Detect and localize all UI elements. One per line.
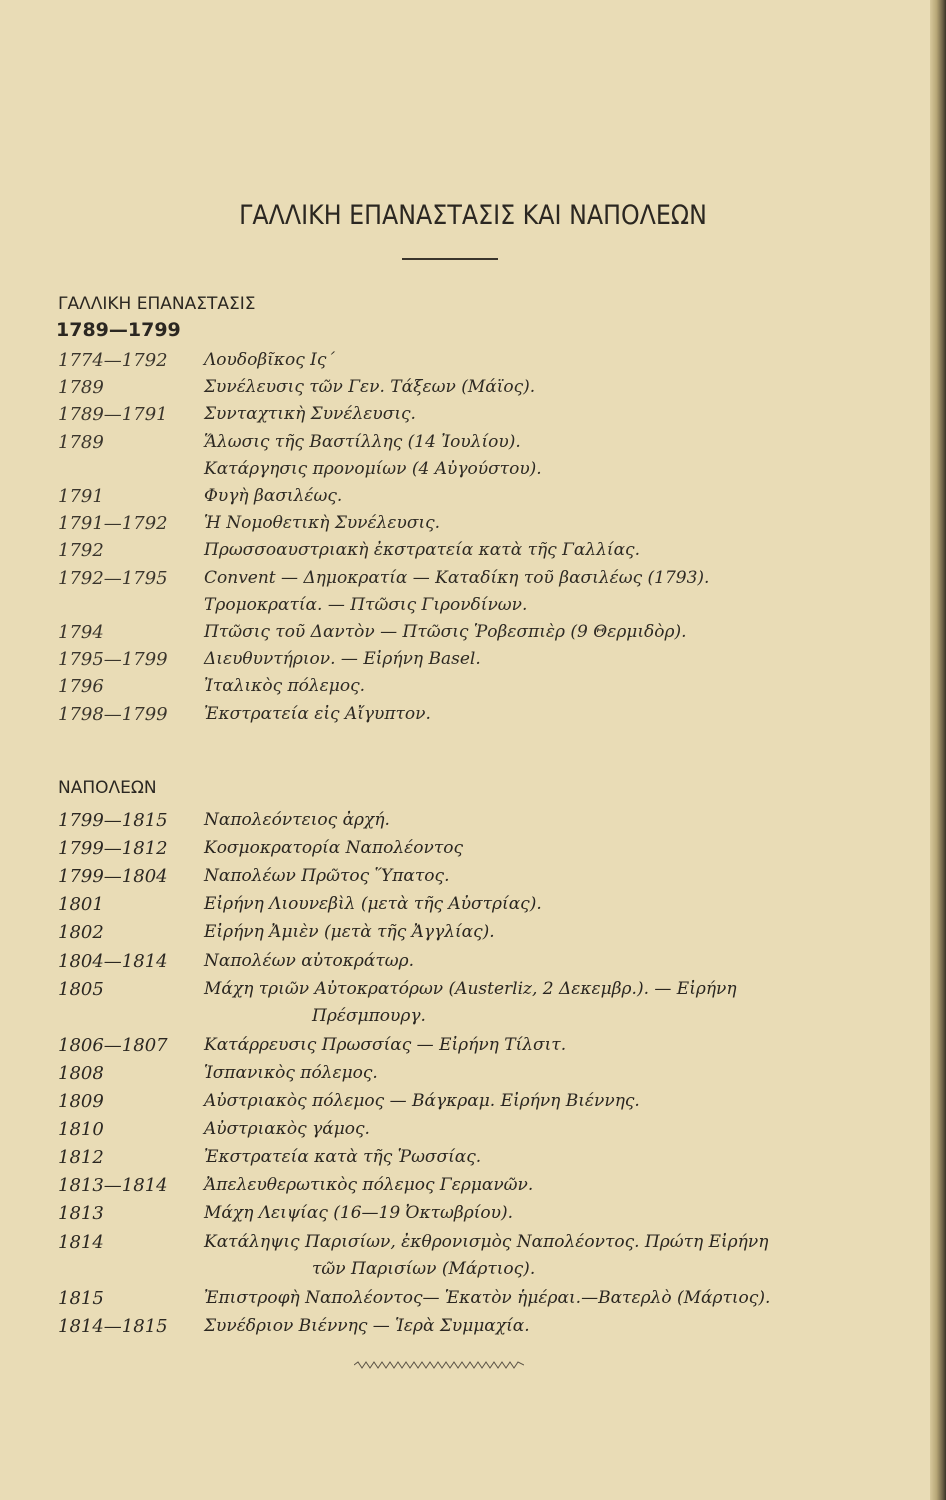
entry-text — [204, 540, 640, 560]
title-rule — [402, 258, 498, 260]
entry-date: 1804—1814 — [58, 950, 168, 972]
entry-text-main: Τρομοκρατία. — Πτῶσις Γιρονδίνων. — [204, 594, 528, 615]
entry-date: 1791 — [58, 486, 104, 507]
timeline-entry — [0, 568, 930, 594]
entry-text-main: Ναπολέων Πρῶτος Ὕπατος. — [204, 866, 450, 887]
page-title: ΓΑΛΛΙΚΗ ΕΠΑΝΑΣΤΑΣΙΣ ΚΑΙ ΝΑΠΟΛΕΩΝ — [239, 200, 707, 231]
page-edge — [930, 0, 946, 1500]
entry-text — [204, 838, 463, 858]
entry-date: 1796 — [58, 676, 104, 698]
napoleon-heading: ΝΑΠΟΛΕΩΝ — [58, 778, 157, 798]
timeline-entry — [0, 894, 930, 920]
entry-text — [204, 377, 535, 397]
revolution-range: 1789—1799 — [56, 319, 181, 341]
entry-text-continuation: τῶν Παρισίων (Μάρτιος). — [312, 1258, 536, 1279]
entry-text-main: Κατάργησις προνομίων (4 Αὐγούστου). — [204, 458, 542, 479]
entry-date: 1813 — [58, 1203, 104, 1225]
timeline-entry — [0, 1035, 930, 1061]
timeline-entry — [0, 704, 930, 730]
entry-text — [204, 432, 521, 452]
timeline-entry — [0, 622, 930, 648]
entry-text — [204, 1175, 533, 1195]
entry-text-main: Ἰταλικὸς πόλεμος. — [204, 676, 366, 697]
entry-text-main: Αὐστριακὸς πόλεμος — Βάγκραμ. Εἰρήνη Βιέννης. — [204, 1091, 640, 1111]
entry-text-main: Συνέλευσις τῶν Γεν. Τάξεων (Μάϊος). — [204, 377, 536, 398]
entry-text — [204, 513, 440, 533]
entry-text — [204, 978, 737, 1026]
timeline-entry — [0, 1231, 930, 1279]
entry-text-main: Συνέδριον Βιέννης — Ἱερὰ Συμμαχία. — [204, 1315, 530, 1336]
entry-text-main: Κατάρρευσις Πρωσσίας — Εἰρήνη Τίλσιτ. — [204, 1034, 567, 1055]
entry-text — [204, 1035, 566, 1055]
entry-date: 1795—1799 — [58, 649, 168, 671]
entry-text — [204, 704, 431, 724]
entry-date: 1798—1799 — [58, 703, 168, 725]
entry-date: 1806—1807 — [58, 1034, 168, 1056]
timeline-entry — [0, 404, 930, 430]
entry-text — [204, 1119, 370, 1139]
entry-date: 1774—1792 — [58, 350, 168, 371]
timeline-entry — [0, 1063, 930, 1089]
entry-date: 1805 — [58, 978, 104, 1000]
entry-date: 1791—1792 — [58, 513, 168, 535]
entry-text — [204, 894, 542, 914]
entry-text-main: Εἰρήνη Λιουνεβὶλ (μετὰ τῆς Αὐστρίας). — [204, 894, 542, 915]
timeline-entry — [0, 838, 930, 864]
entry-text-main: Ἐπιστροφὴ Ναπολέοντος— Ἑκατὸν ἡμέραι.—Βατερλὸ (Μάρτιος). — [204, 1287, 771, 1308]
entry-text-main: Ἐκστρατεία κατὰ τῆς Ῥωσσίας. — [204, 1147, 482, 1168]
ornament-divider — [354, 1360, 524, 1370]
entry-text — [204, 1288, 770, 1308]
entry-text-main: Διευθυντήριον. — Εἰρήνη Basel. — [204, 649, 481, 670]
entry-date: 1799—1815 — [58, 810, 168, 831]
entry-date: 1814 — [58, 1231, 104, 1253]
entry-text — [204, 350, 335, 370]
timeline-entry — [0, 951, 930, 977]
revolution-heading: ΓΑΛΛΙΚΗ ΕΠΑΝΑΣΤΑΣΙΣ — [58, 294, 256, 314]
entry-text-main: Ἐκστρατεία εἰς Αἴγυπτον. — [204, 703, 431, 724]
timeline-entry — [0, 978, 930, 1026]
entry-text — [204, 459, 542, 479]
entry-date: 1810 — [58, 1119, 104, 1141]
entry-text-continuation: Πρέσμπουργ. — [312, 1005, 426, 1026]
entry-text — [204, 866, 449, 886]
timeline-entry — [0, 595, 930, 621]
entry-text-main: Πτῶσις τοῦ Δαντὸν — Πτῶσις Ῥοβεσπιὲρ (9 Θερμιδὸρ). — [204, 622, 687, 642]
timeline-entry — [0, 1119, 930, 1145]
entry-text-main: Ναπολέων αὐτοκράτωρ. — [204, 950, 415, 971]
entry-text-main: Ἡ Νομοθετικὴ Συνέλευσις. — [204, 513, 441, 534]
entry-date: 1802 — [58, 922, 104, 944]
entry-text — [204, 486, 342, 506]
entry-date: 1789—1791 — [58, 404, 168, 426]
entry-text-main: Ἅλωσις τῆς Βαστίλλης (14 Ἰουλίου). — [204, 431, 521, 452]
entry-text — [204, 622, 687, 642]
entry-date: 1815 — [58, 1287, 104, 1309]
entry-text — [204, 1316, 530, 1336]
entry-text — [204, 1091, 640, 1111]
entry-text — [204, 404, 416, 424]
entry-text — [204, 1063, 378, 1083]
entry-text-main: Ἱσπανικὸς πόλεμος. — [204, 1062, 378, 1083]
entry-text — [204, 951, 414, 971]
entry-text — [204, 1231, 769, 1279]
entry-text-main: Αὐστριακὸς γάμος. — [204, 1119, 370, 1140]
entry-text — [204, 676, 365, 696]
timeline-entry — [0, 1091, 930, 1117]
entry-text-main: Κοσμοκρατορία Ναπολέοντος — [204, 838, 464, 859]
timeline-entry — [0, 922, 930, 948]
entry-date: 1814—1815 — [58, 1315, 168, 1337]
entry-date: 1799—1804 — [58, 866, 168, 888]
timeline-entry — [0, 540, 930, 566]
entry-text-main: Πρωσσοαυστριακὴ ἐκστρατεία κατὰ τῆς Γαλλίας. — [204, 540, 640, 561]
timeline-entry — [0, 513, 930, 539]
timeline-entry — [0, 1203, 930, 1229]
entry-text — [204, 1147, 481, 1167]
timeline-entry — [0, 1316, 930, 1342]
timeline-entry — [0, 350, 930, 376]
entry-date: 1789 — [58, 431, 104, 453]
timeline-entry — [0, 1288, 930, 1314]
entry-date: 1812 — [58, 1147, 104, 1169]
entry-text — [204, 1203, 513, 1223]
entry-text-main: Μάχη τριῶν Αὐτοκρατόρων (Austerliz, 2 Δεκεμβρ.). — Εἰρήνη — [204, 978, 737, 999]
timeline-entry — [0, 649, 930, 675]
timeline-entry — [0, 1147, 930, 1173]
timeline-entry — [0, 676, 930, 702]
entry-text-main: Εἰρήνη Ἀμιὲν (μετὰ τῆς Ἀγγλίας). — [204, 922, 495, 943]
timeline-entry — [0, 866, 930, 892]
entry-date: 1808 — [58, 1062, 104, 1084]
timeline-entry — [0, 459, 930, 485]
entry-date: 1794 — [58, 622, 104, 643]
entry-text-main: Συνταχτικὴ Συνέλευσις. — [204, 404, 416, 425]
entry-date: 1813—1814 — [58, 1175, 168, 1197]
entry-text — [204, 649, 481, 669]
entry-date: 1809 — [58, 1091, 104, 1112]
entry-text — [204, 568, 709, 588]
entry-text-main: Μάχη Λειψίας (16—19 Ὀκτωβρίου). — [204, 1203, 513, 1224]
entry-text-main: Ναπολεόντειος ἀρχή. — [204, 810, 390, 830]
entry-text-main: Ἀπελευθερωτικὸς πόλεμος Γερμανῶν. — [204, 1175, 534, 1196]
entry-date: 1789 — [58, 377, 104, 399]
entry-text — [204, 810, 390, 830]
entry-text — [204, 595, 527, 615]
entry-text — [204, 922, 495, 942]
timeline-entry — [0, 486, 930, 512]
entry-text-main: Κατάληψις Παρισίων, ἐκθρονισμὸς Ναπολέοντος. Πρώτη Εἰρήνη — [204, 1231, 769, 1252]
entry-date: 1801 — [58, 894, 104, 916]
entry-date: 1792—1795 — [58, 567, 168, 589]
timeline-entry — [0, 1175, 930, 1201]
entry-text-main: Convent — Δημοκρατία — Καταδίκη τοῦ βασιλέως (1793). — [204, 567, 710, 588]
timeline-entry — [0, 432, 930, 458]
entry-date: 1799—1812 — [58, 838, 168, 860]
timeline-entry — [0, 810, 930, 836]
entry-text-main: Λουδοβῖκος Ις΄ — [204, 350, 335, 370]
entry-date: 1792 — [58, 540, 104, 562]
timeline-entry — [0, 377, 930, 403]
entry-text-main: Φυγὴ βασιλέως. — [204, 486, 343, 506]
